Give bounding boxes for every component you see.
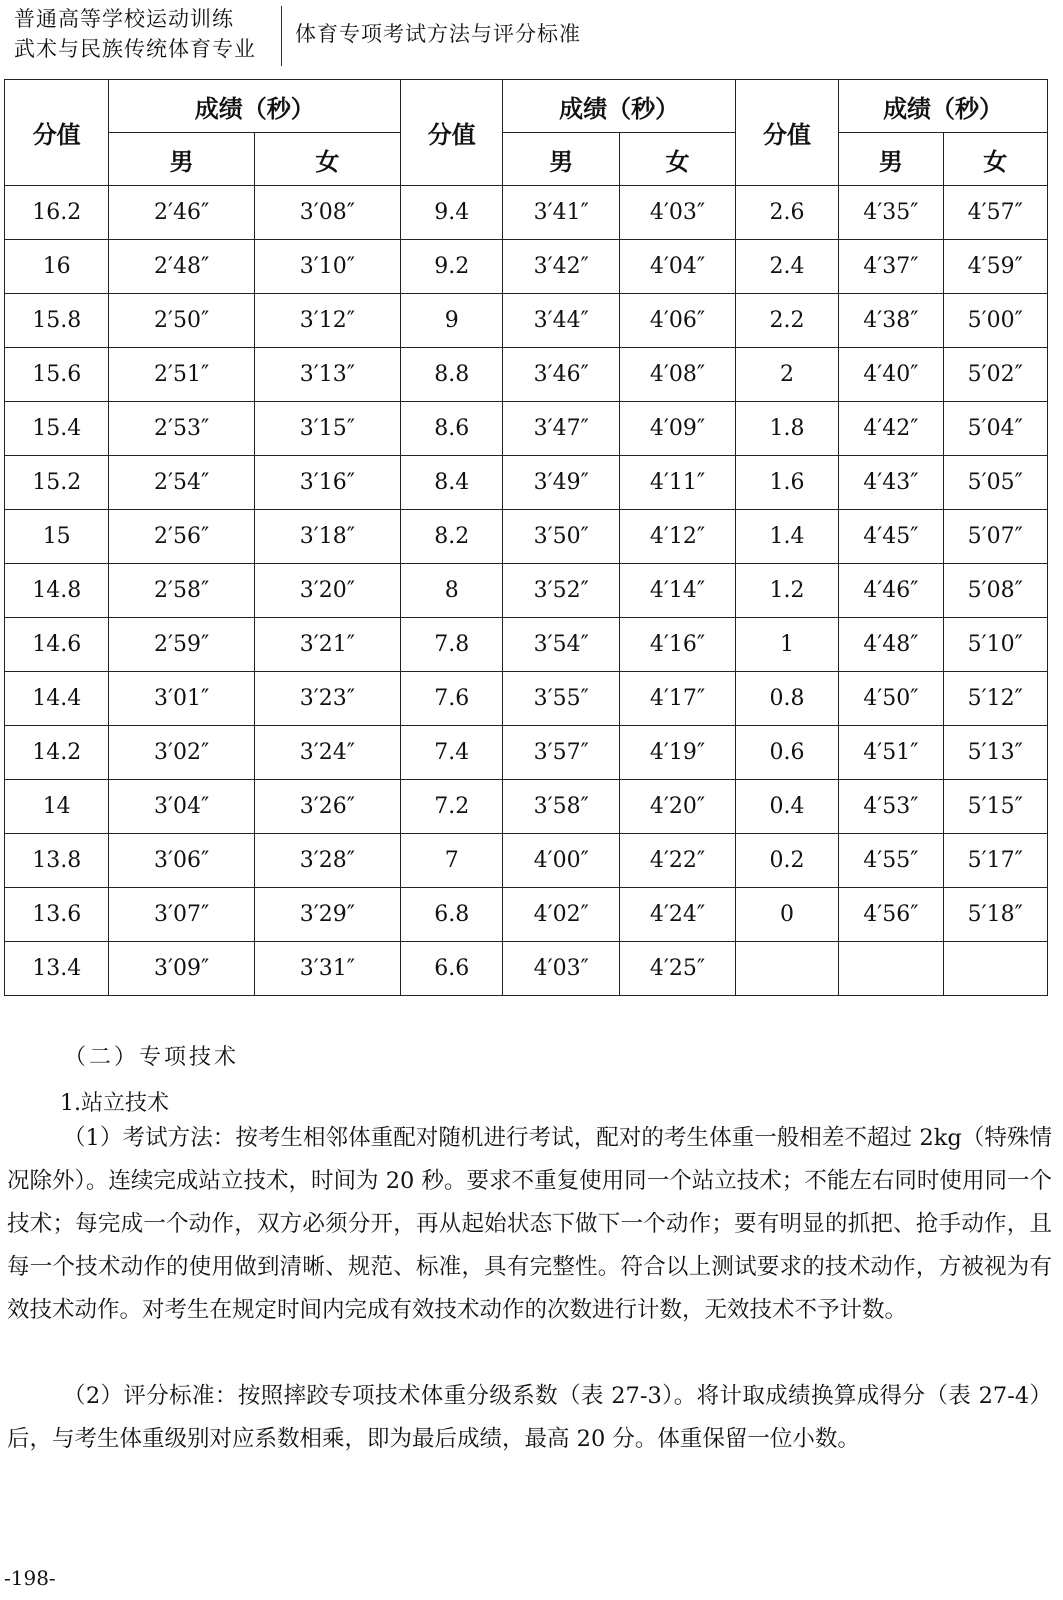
male-time-cell: 2′54″ (109, 456, 254, 510)
score-cell: 14.8 (5, 564, 109, 618)
table-row (5, 672, 1048, 726)
header-chapter-title: 体育专项考试方法与评分标准 (295, 22, 581, 46)
scoring-standard-paragraph: （2）评分标准：按照摔跤专项技术体重分级系数（表 27-3）。将计取成绩换算成得分（表 27-4）后，与考生体重级别对应系数相乘，即为最后成绩，最高 20 分。体重保留一位小数。 (7, 1383, 1052, 1452)
female-time-cell: 5′12″ (943, 672, 1047, 726)
running-header (0, 0, 1063, 70)
female-time-cell: 3′26″ (254, 780, 400, 834)
score-cell: 0.8 (735, 672, 838, 726)
table-row (5, 402, 1048, 456)
male-time-cell: 3′54″ (503, 618, 620, 672)
female-time-cell: 5′05″ (943, 456, 1047, 510)
male-time-cell: 3′49″ (503, 456, 620, 510)
table-row (5, 726, 1048, 780)
table-row (5, 294, 1048, 348)
male-time-cell: 4′48″ (839, 618, 943, 672)
female-time-cell: 5′02″ (943, 348, 1047, 402)
score-cell: 8.8 (401, 348, 503, 402)
score-table (4, 79, 1048, 996)
male-time-cell: 4′43″ (839, 456, 943, 510)
male-time-cell: 4′55″ (839, 834, 943, 888)
female-time-cell: 3′21″ (254, 618, 400, 672)
female-column-header: 女 (254, 133, 400, 186)
male-time-cell: 4′38″ (839, 294, 943, 348)
score-cell: 7 (401, 834, 503, 888)
female-time-cell: 3′10″ (254, 240, 400, 294)
male-column-header: 男 (839, 133, 943, 186)
female-time-cell: 4′24″ (620, 888, 736, 942)
male-time-cell: 4′35″ (839, 186, 943, 240)
table-row (5, 780, 1048, 834)
male-time-cell: 3′09″ (109, 942, 254, 996)
score-cell: 13.4 (5, 942, 109, 996)
score-cell: 15 (5, 510, 109, 564)
table-row (5, 186, 1048, 240)
score-cell: 8.2 (401, 510, 503, 564)
female-time-cell: 5′08″ (943, 564, 1047, 618)
male-time-cell: 3′02″ (109, 726, 254, 780)
subsection-title: 1.站立技术 (60, 1091, 169, 1116)
table-row (5, 510, 1048, 564)
result-column-header: 成绩（秒） (109, 80, 401, 133)
header-book-title (14, 4, 256, 64)
score-cell: 14.6 (5, 618, 109, 672)
female-time-cell: 5′18″ (943, 888, 1047, 942)
score-cell: 1.2 (735, 564, 838, 618)
score-cell: 15.6 (5, 348, 109, 402)
male-time-cell: 2′51″ (109, 348, 254, 402)
score-cell: 7.8 (401, 618, 503, 672)
female-time-cell: 4′14″ (620, 564, 736, 618)
score-cell: 15.8 (5, 294, 109, 348)
female-time-cell: 3′29″ (254, 888, 400, 942)
male-time-cell (839, 942, 943, 996)
score-cell (735, 942, 838, 996)
score-cell: 7.2 (401, 780, 503, 834)
male-time-cell: 4′02″ (503, 888, 620, 942)
table-header-row-2 (5, 133, 1048, 186)
male-time-cell: 4′51″ (839, 726, 943, 780)
score-cell: 2.2 (735, 294, 838, 348)
female-time-cell: 3′08″ (254, 186, 400, 240)
female-time-cell: 4′11″ (620, 456, 736, 510)
score-cell: 8.6 (401, 402, 503, 456)
score-column-header: 分值 (735, 80, 838, 186)
female-time-cell: 5′07″ (943, 510, 1047, 564)
male-column-header: 男 (503, 133, 620, 186)
score-cell: 14 (5, 780, 109, 834)
score-cell: 7.6 (401, 672, 503, 726)
female-time-cell: 4′19″ (620, 726, 736, 780)
score-cell: 8.4 (401, 456, 503, 510)
female-time-cell: 3′24″ (254, 726, 400, 780)
female-time-cell: 3′31″ (254, 942, 400, 996)
male-time-cell: 3′44″ (503, 294, 620, 348)
female-time-cell: 4′12″ (620, 510, 736, 564)
score-cell: 8 (401, 564, 503, 618)
score-column-header: 分值 (5, 80, 109, 186)
female-time-cell: 4′17″ (620, 672, 736, 726)
header-book-title-line1: 普通高等学校运动训练 (14, 7, 234, 31)
male-time-cell: 4′40″ (839, 348, 943, 402)
female-time-cell: 4′57″ (943, 186, 1047, 240)
female-time-cell (943, 942, 1047, 996)
score-cell: 14.2 (5, 726, 109, 780)
male-time-cell: 4′50″ (839, 672, 943, 726)
male-time-cell: 3′06″ (109, 834, 254, 888)
male-time-cell: 3′42″ (503, 240, 620, 294)
female-time-cell: 4′09″ (620, 402, 736, 456)
score-cell: 16 (5, 240, 109, 294)
female-time-cell: 3′28″ (254, 834, 400, 888)
female-time-cell: 3′23″ (254, 672, 400, 726)
male-time-cell: 3′47″ (503, 402, 620, 456)
male-time-cell: 3′55″ (503, 672, 620, 726)
score-cell: 13.6 (5, 888, 109, 942)
score-cell: 7.4 (401, 726, 503, 780)
female-time-cell: 3′12″ (254, 294, 400, 348)
table-row (5, 240, 1048, 294)
female-column-header: 女 (943, 133, 1047, 186)
male-time-cell: 3′01″ (109, 672, 254, 726)
score-cell: 6.8 (401, 888, 503, 942)
female-time-cell: 4′04″ (620, 240, 736, 294)
table-body (5, 186, 1048, 996)
male-time-cell: 2′58″ (109, 564, 254, 618)
female-time-cell: 5′00″ (943, 294, 1047, 348)
page-number: -198- (4, 1566, 56, 1590)
male-time-cell: 2′46″ (109, 186, 254, 240)
female-time-cell: 5′17″ (943, 834, 1047, 888)
male-time-cell: 3′04″ (109, 780, 254, 834)
score-cell: 13.8 (5, 834, 109, 888)
female-time-cell: 5′13″ (943, 726, 1047, 780)
score-cell: 1.6 (735, 456, 838, 510)
score-cell: 6.6 (401, 942, 503, 996)
male-time-cell: 4′37″ (839, 240, 943, 294)
score-cell: 9.2 (401, 240, 503, 294)
male-time-cell: 3′50″ (503, 510, 620, 564)
score-cell: 1.4 (735, 510, 838, 564)
score-column-header: 分值 (401, 80, 503, 186)
male-column-header: 男 (109, 133, 254, 186)
male-time-cell: 4′53″ (839, 780, 943, 834)
score-cell: 15.2 (5, 456, 109, 510)
male-time-cell: 4′45″ (839, 510, 943, 564)
result-column-header: 成绩（秒） (839, 80, 1048, 133)
female-time-cell: 3′15″ (254, 402, 400, 456)
female-time-cell: 5′15″ (943, 780, 1047, 834)
score-cell: 2 (735, 348, 838, 402)
score-cell: 16.2 (5, 186, 109, 240)
table-row (5, 834, 1048, 888)
male-time-cell: 2′50″ (109, 294, 254, 348)
female-time-cell: 3′20″ (254, 564, 400, 618)
female-time-cell: 4′03″ (620, 186, 736, 240)
male-time-cell: 2′59″ (109, 618, 254, 672)
female-time-cell: 5′04″ (943, 402, 1047, 456)
female-time-cell: 3′18″ (254, 510, 400, 564)
male-time-cell: 4′03″ (503, 942, 620, 996)
female-time-cell: 4′20″ (620, 780, 736, 834)
score-cell: 9 (401, 294, 503, 348)
exam-method-paragraph: （1）考试方法：按考生相邻体重配对随机进行考试，配对的考生体重一般相差不超过 2kg（特殊情况除外）。连续完成站立技术，时间为 20 秒。要求不重复使用同一个站立技术；不能左右同时使用同一个技术；每完成一个动作，双方必须分开，再从起始状态下做下一个动作；要有明显的抓把、抢手动作，且每一个技术动作的使用做到清晰、规范、标准，具有完整性。符合以上测试要求的技术动作，方被视为有效技术动作。对考生在规定时间内完成有效技术动作的次数进行计数，无效技术不予计数。 (7, 1125, 1052, 1323)
score-cell: 15.4 (5, 402, 109, 456)
score-cell: 1 (735, 618, 838, 672)
female-time-cell: 5′10″ (943, 618, 1047, 672)
male-time-cell: 3′58″ (503, 780, 620, 834)
score-cell: 9.4 (401, 186, 503, 240)
male-time-cell: 4′00″ (503, 834, 620, 888)
female-time-cell: 4′22″ (620, 834, 736, 888)
section-title: （二）专项技术 (64, 1045, 240, 1070)
table-row (5, 456, 1048, 510)
score-cell: 0 (735, 888, 838, 942)
score-cell: 0.2 (735, 834, 838, 888)
table-row (5, 888, 1048, 942)
score-cell: 1.8 (735, 402, 838, 456)
female-time-cell: 4′25″ (620, 942, 736, 996)
male-time-cell: 3′07″ (109, 888, 254, 942)
result-column-header: 成绩（秒） (503, 80, 735, 133)
female-time-cell: 4′16″ (620, 618, 736, 672)
male-time-cell: 2′56″ (109, 510, 254, 564)
table-header-row-1 (5, 80, 1048, 133)
score-cell: 0.4 (735, 780, 838, 834)
header-book-title-line2: 武术与民族传统体育专业 (14, 37, 256, 61)
table-row (5, 618, 1048, 672)
female-time-cell: 4′06″ (620, 294, 736, 348)
score-cell: 2.6 (735, 186, 838, 240)
score-cell: 14.4 (5, 672, 109, 726)
male-time-cell: 2′48″ (109, 240, 254, 294)
male-time-cell: 3′52″ (503, 564, 620, 618)
female-time-cell: 3′16″ (254, 456, 400, 510)
male-time-cell: 3′57″ (503, 726, 620, 780)
header-divider (281, 6, 282, 66)
score-cell: 2.4 (735, 240, 838, 294)
female-column-header: 女 (620, 133, 736, 186)
male-time-cell: 3′46″ (503, 348, 620, 402)
score-cell: 0.6 (735, 726, 838, 780)
table-row (5, 564, 1048, 618)
female-time-cell: 4′59″ (943, 240, 1047, 294)
female-time-cell: 4′08″ (620, 348, 736, 402)
table-row (5, 942, 1048, 996)
male-time-cell: 4′56″ (839, 888, 943, 942)
male-time-cell: 2′53″ (109, 402, 254, 456)
male-time-cell: 4′42″ (839, 402, 943, 456)
male-time-cell: 3′41″ (503, 186, 620, 240)
table-row (5, 348, 1048, 402)
female-time-cell: 3′13″ (254, 348, 400, 402)
male-time-cell: 4′46″ (839, 564, 943, 618)
